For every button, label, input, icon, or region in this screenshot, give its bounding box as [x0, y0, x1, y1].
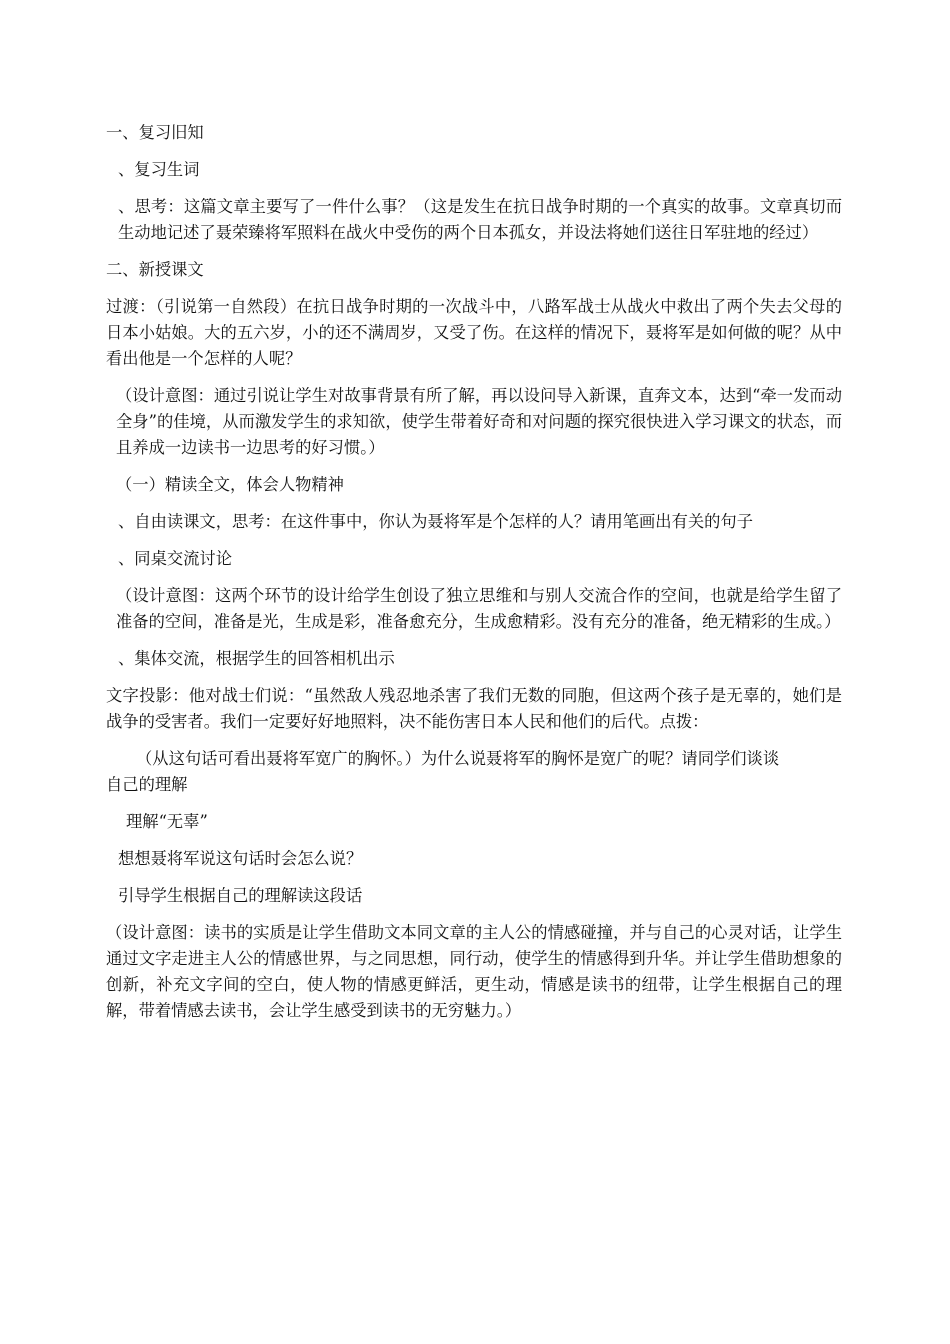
design-intent-paragraph-1: （设计意图：通过引说让学生对故事背景有所了解，再以设问导入新课，直奔文本，达到“牵一发而动全身”的佳境，从而激发学生的求知欲，使学生带着好奇和对问题的探究很快进入学习课文的状态，而且养成一边读书一边思考的好习惯。）	[116, 386, 842, 457]
transition-paragraph: 过渡：（引说第一自然段）在抗日战争时期的一次战斗中，八路军战士从战火中救出了两个失去父母的日本小姑娘。大的五六岁，小的还不满周岁，又受了伤。在这样的情况下，聂将军是如何做的呢？从中看出他是一个怎样的人呢？	[106, 297, 842, 368]
design-intent-paragraph-3: （设计意图：读书的实质是让学生借助文本同文章的主人公的情感碰撞，并与自己的心灵对话，让学生通过文字走进主人公的情感世界，与之同思想，同行动，使学生的情感得到升华。并让学生借助想象的创新，补充文字间的空白，使人物的情感更鲜活，更生动，情感是读书的纽带，让学生根据自己的理解，带着情感去读书，会让学生感受到读书的无穷魅力。）	[106, 923, 842, 1020]
step-understand-innocent: 理解“无辜”	[126, 812, 208, 831]
list-item-pair-discussion: 、同桌交流讨论	[118, 549, 232, 568]
section-heading-review: 一、复习旧知	[106, 123, 204, 142]
section-heading-new-lesson: 二、新授课文	[106, 260, 204, 279]
projection-text-paragraph: 文字投影：他对战士们说：“虽然敌人残忍地杀害了我们无数的同胞，但这两个孩子是无辜的，她们是战争的受害者。我们一定要好好地照料，决不能伤害日本人民和他们的后代。点拨：	[106, 686, 842, 731]
list-item-free-reading: 、自由读课文，思考：在这件事中，你认为聂将军是个怎样的人？请用笔画出有关的句子	[118, 512, 753, 531]
document-body	[106, 120, 842, 1035]
list-item-group-exchange: 、集体交流，根据学生的回答相机出示	[118, 649, 395, 668]
guidance-line-continued: 自己的理解	[106, 775, 188, 794]
list-item-review-words: 、复习生词	[118, 160, 200, 179]
step-think-how-to-say: 想想聂将军说这句话时会怎么说？	[118, 849, 363, 868]
list-item-think-question: 、思考：这篇文章主要写了一件什么事？（这是发生在抗日战争时期的一个真实的故事。文章真切而生动地记述了聂荣臻将军照料在战火中受伤的两个日本孤女，并设法将她们送往日军驻地的经过）	[118, 197, 842, 242]
design-intent-paragraph-2: （设计意图：这两个环节的设计给学生创设了独立思维和与别人交流合作的空间，也就是给学生留了准备的空间，准备是光，生成是彩，准备愈充分，生成愈精彩。没有充分的准备，绝无精彩的生成。）	[116, 586, 842, 631]
subsection-heading-close-reading: （一）精读全文，体会人物精神	[116, 475, 344, 494]
guidance-line: （从这句话可看出聂将军宽广的胸怀。）为什么说聂将军的胸怀是宽广的呢？请同学们谈谈	[136, 749, 780, 768]
step-guide-reading: 引导学生根据自己的理解读这段话	[118, 886, 363, 905]
